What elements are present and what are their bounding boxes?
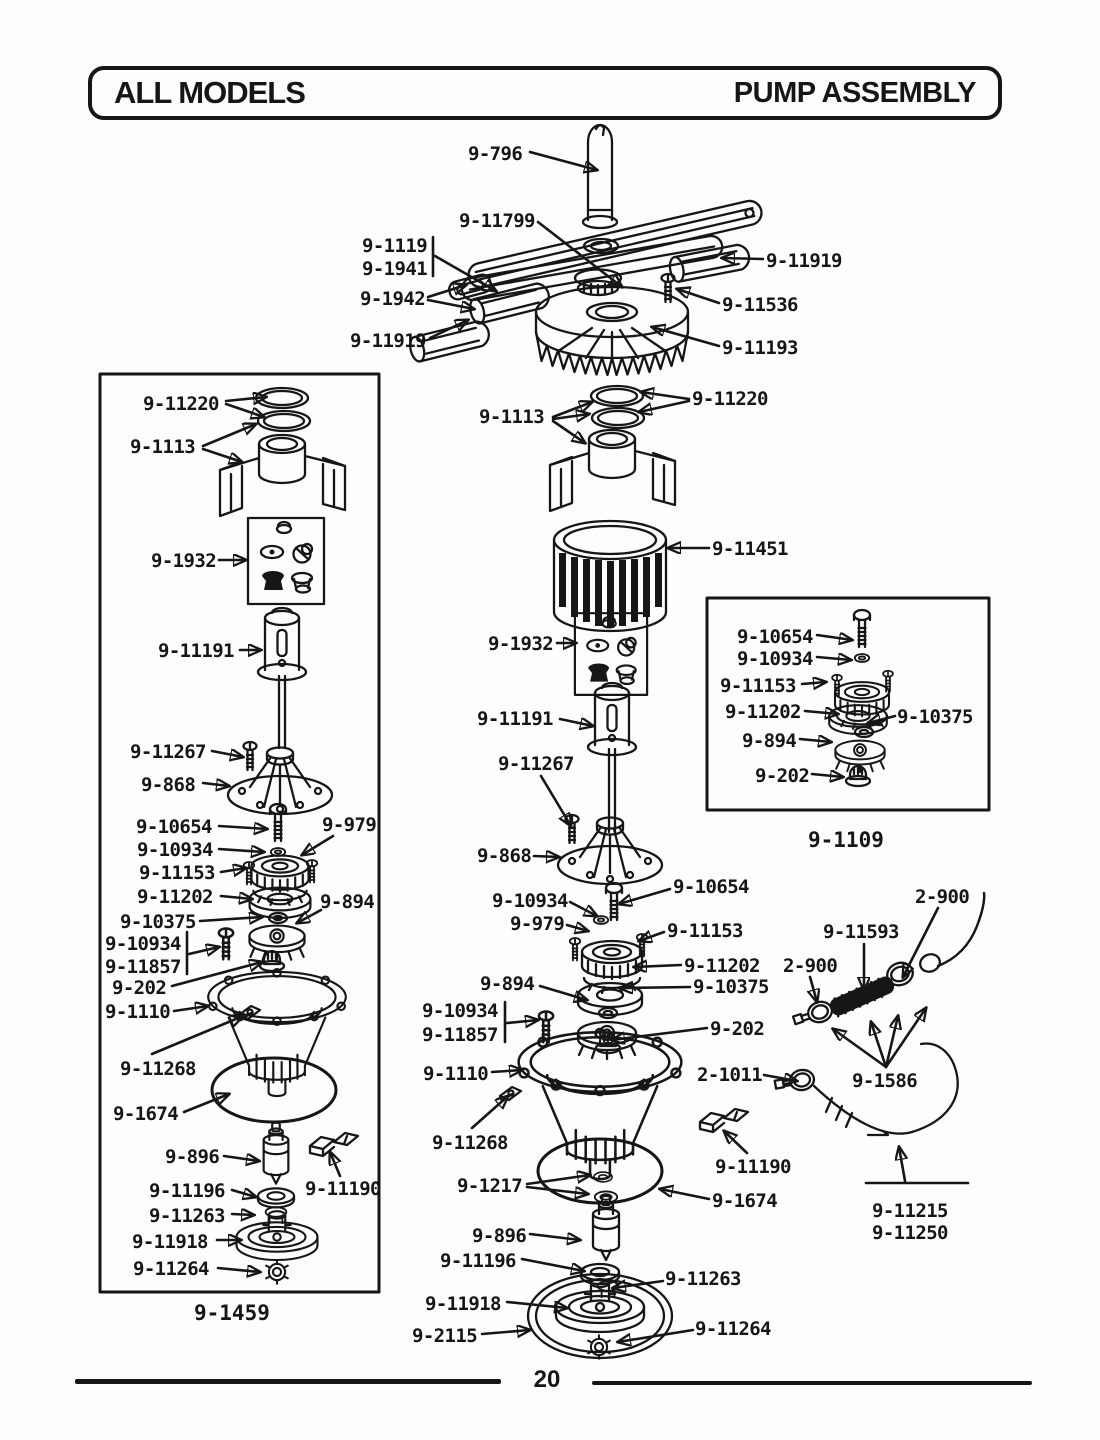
- part-label: 9-11202: [725, 701, 801, 723]
- part-label: 9-11799: [459, 210, 535, 232]
- part-label: 9-868: [477, 845, 532, 867]
- part-label: 9-11267: [130, 741, 206, 763]
- part-label: 9-11191: [477, 708, 553, 730]
- part-label: 9-11196: [440, 1250, 516, 1272]
- figure-caption: 9-1109: [808, 828, 884, 852]
- part-label: 9-11593: [823, 921, 899, 943]
- part-label: 2-900: [915, 886, 970, 908]
- part-label: 9-11153: [667, 920, 743, 942]
- part-label: 9-896: [472, 1225, 527, 1247]
- part-label: 9-979: [322, 814, 377, 836]
- part-label: 9-11220: [692, 388, 768, 410]
- part-label: 9-11153: [139, 862, 215, 884]
- part-label: 9-894: [480, 973, 535, 995]
- part-label: 9-11190: [305, 1178, 381, 1200]
- part-label: 9-11153: [720, 675, 796, 697]
- part-label: 9-979: [510, 913, 565, 935]
- part-label: 9-1941: [362, 258, 428, 280]
- seal-kit-parts: [829, 610, 893, 786]
- page-number: 20: [533, 1366, 561, 1393]
- part-label: 9-1217: [457, 1175, 523, 1197]
- part-label: 9-11919: [766, 250, 842, 272]
- part-label: 9-11263: [665, 1268, 741, 1290]
- footer-rule-left: [75, 1379, 501, 1384]
- part-label: 9-10934: [737, 648, 813, 670]
- part-label: 9-11268: [120, 1058, 196, 1080]
- part-label: 9-894: [742, 730, 797, 752]
- part-label: 9-11268: [432, 1132, 508, 1154]
- part-label: 9-11918: [132, 1231, 208, 1253]
- part-label: 9-10375: [897, 706, 973, 728]
- part-label: 9-1110: [423, 1063, 489, 1085]
- part-label: 9-10934: [105, 933, 181, 955]
- part-label: 9-202: [112, 977, 167, 999]
- part-label: 9-1113: [130, 436, 196, 458]
- part-label: 9-11536: [722, 294, 798, 316]
- part-label: 9-1113: [479, 406, 545, 428]
- part-label: 2-900: [783, 955, 838, 977]
- part-label: 9-1932: [488, 633, 554, 655]
- part-label: 9-11191: [158, 640, 234, 662]
- part-label: 9-1674: [712, 1190, 778, 1212]
- footer-rule-right: [592, 1381, 1032, 1385]
- part-label: 9-10934: [492, 890, 568, 912]
- part-label: 9-11267: [498, 753, 574, 775]
- header-left-title: ALL MODELS: [114, 75, 305, 110]
- part-label: 9-796: [468, 143, 523, 165]
- part-label: 9-10654: [737, 626, 813, 648]
- part-label: 9-11220: [143, 393, 219, 415]
- part-label: 9-1674: [113, 1103, 179, 1125]
- header-right-title: PUMP ASSEMBLY: [733, 76, 976, 109]
- part-label: 9-10654: [673, 876, 749, 898]
- part-label: 9-10934: [422, 1000, 498, 1022]
- part-label: 9-896: [165, 1146, 220, 1168]
- part-label: 9-894: [320, 891, 375, 913]
- part-label: 9-202: [755, 765, 810, 787]
- part-label: 9-202: [710, 1018, 765, 1040]
- part-label: 9-10934: [137, 839, 213, 861]
- part-label: 9-1586: [852, 1070, 918, 1092]
- spray-tube-art: [583, 125, 617, 228]
- part-label: 9-11202: [684, 955, 760, 977]
- part-label: 2-1011: [697, 1064, 763, 1086]
- part-label: 9-11918: [425, 1293, 501, 1315]
- middle-column-parts: [500, 386, 748, 1359]
- part-label: 9-11263: [149, 1205, 225, 1227]
- part-label: 9-1932: [151, 550, 217, 572]
- part-label: 9-11250: [872, 1222, 948, 1244]
- part-label: 9-868: [141, 774, 196, 796]
- part-label: 9-11193: [722, 337, 798, 359]
- part-label: 9-11202: [137, 886, 213, 908]
- part-label: 9-1119: [362, 235, 428, 257]
- part-label: 9-2115: [412, 1325, 478, 1347]
- part-label: 9-11919: [350, 330, 426, 352]
- part-label: 9-11264: [695, 1318, 771, 1340]
- part-label: 9-1110: [105, 1001, 171, 1023]
- part-label: 9-11451: [712, 538, 788, 560]
- part-label: 9-1942: [360, 288, 426, 310]
- part-label: 9-11215: [872, 1200, 948, 1222]
- part-label: 9-10375: [120, 911, 196, 933]
- part-label: 9-10375: [693, 976, 769, 998]
- part-label: 9-11190: [715, 1156, 791, 1178]
- part-label: 9-10654: [136, 816, 212, 838]
- part-label: 9-11264: [133, 1258, 209, 1280]
- part-label: 9-11196: [149, 1180, 225, 1202]
- figure-caption: 9-1459: [194, 1301, 270, 1325]
- part-label: 9-11857: [422, 1024, 498, 1046]
- part-label: 9-11857: [105, 956, 181, 978]
